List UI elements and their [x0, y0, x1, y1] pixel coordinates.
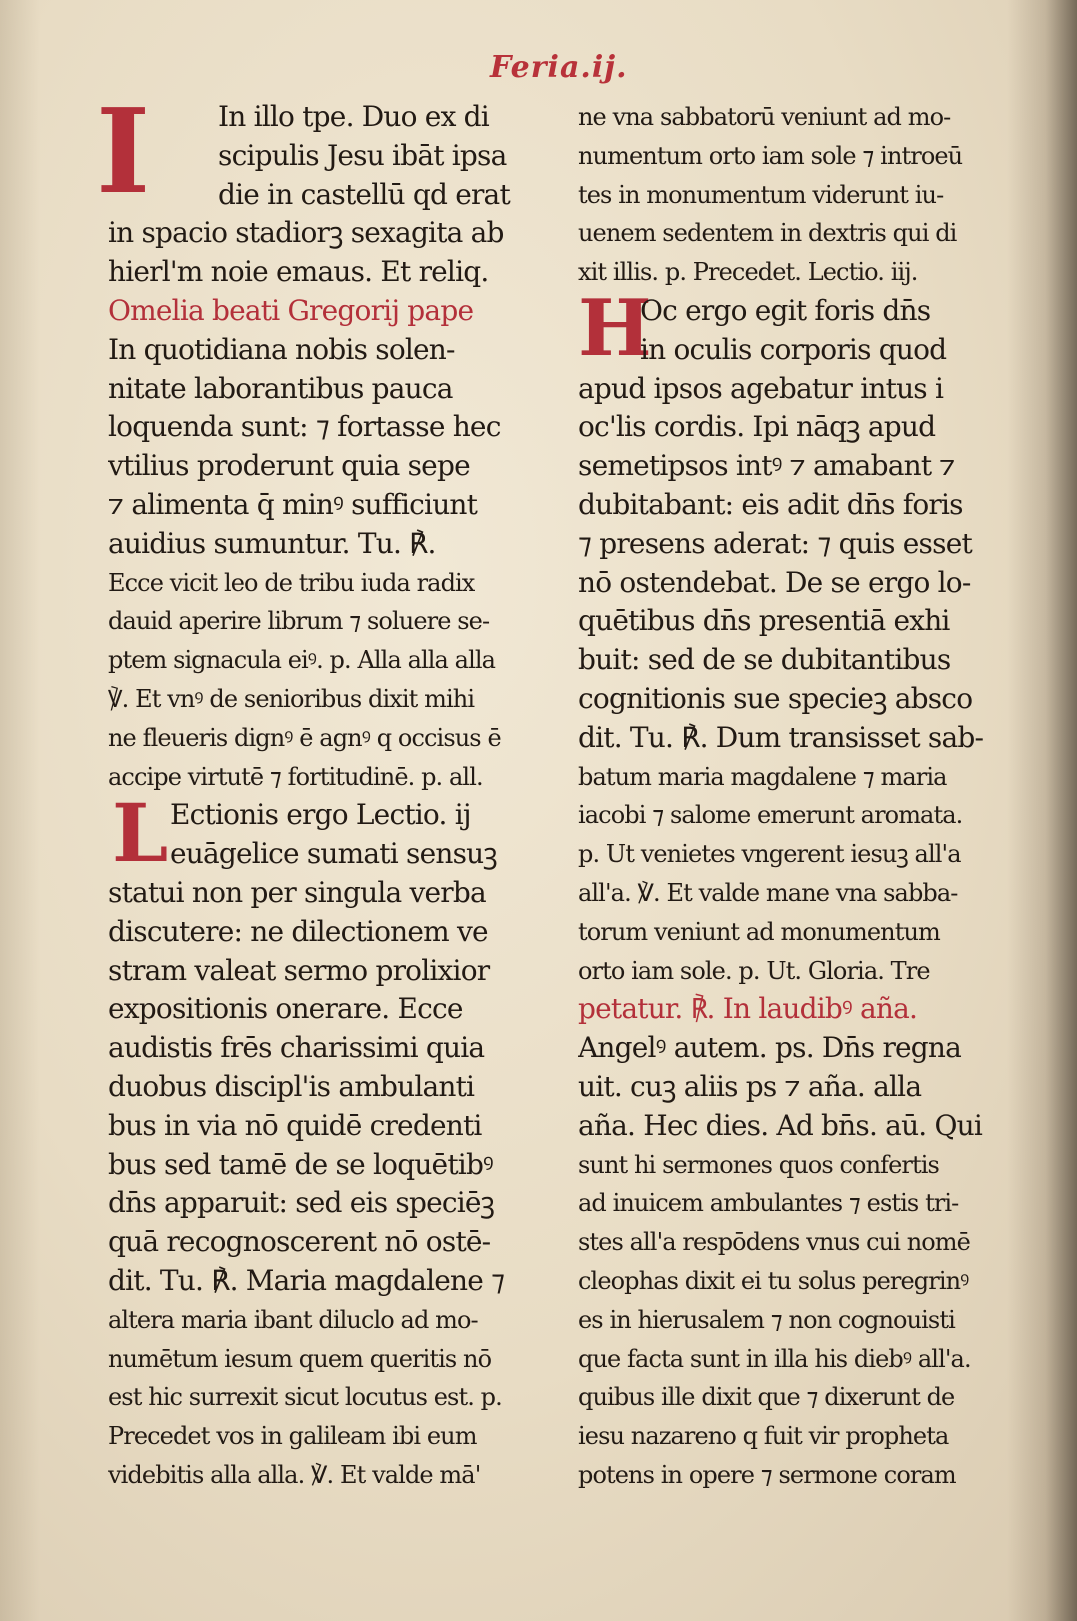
- text-line: stes all'a respōdens vnus cui nomē: [578, 1228, 970, 1257]
- text-line: uenem sedentem in dextris qui di: [578, 219, 957, 248]
- text-line: dn̄s apparuit: sed eis speciēꝫ: [108, 1186, 495, 1220]
- text-line: In quotidiana nobis solen-: [108, 332, 455, 366]
- text-line: apud ipsos agebatur intus i: [578, 371, 944, 405]
- text-line: oc'lis cordis. Ipi nāqꝫ apud: [578, 410, 936, 444]
- drop-initial-l: L: [112, 786, 169, 880]
- rubric-line: petatur. ℟. In laudibꝰ aña.: [578, 992, 918, 1026]
- text-line: accipe virtutē ⁊ fortitudinē. p. all.: [108, 762, 483, 791]
- text-line: p. Ut venietes vngerent iesuꝫ all'a: [578, 840, 961, 869]
- text-line: ℣. Et vnꝰ de senioribus dixit mihi: [108, 684, 475, 713]
- left-text-column: [108, 98, 548, 1495]
- text-line: ad inuicem ambulantes ⁊ estis tri-: [578, 1189, 959, 1218]
- text-line: dit. Tu. ℟. Dum transisset sab-: [578, 720, 984, 754]
- text-line: bus sed tamē de se loquētibꝰ: [108, 1147, 493, 1181]
- text-line: loquenda sunt: ⁊ fortasse hec: [108, 410, 501, 444]
- text-line: aña. Hec dies. Ad bn̄s. aū. Qui: [578, 1108, 983, 1142]
- text-line: dubitabant: eis adit dn̄s foris: [578, 487, 963, 521]
- text-line: nitate laborantibus pauca: [108, 371, 453, 405]
- text-line: que facta sunt in illa his diebꝰ all'a.: [578, 1344, 971, 1373]
- drop-initial-i: I: [96, 84, 151, 220]
- text-line: dauid aperire librum ⁊ soluere se-: [108, 607, 490, 636]
- text-line: quā recognoscerent nō ostē-: [108, 1225, 491, 1259]
- text-line: audistis frēs charissimi quia: [108, 1031, 485, 1065]
- rubric-heading: Omelia beati Gregorij pape: [108, 293, 474, 327]
- text-line: ne fleueris dignꝰ ē agnꝰ q occisus ē: [108, 723, 501, 752]
- text-line: in spacio stadiorꝫ sexagita ab: [108, 216, 504, 250]
- drop-initial-h: H: [578, 283, 652, 374]
- text-line: ⁊ alimenta q̄ minꝰ sufficiunt: [108, 487, 478, 521]
- text-line: in oculis corporis quod: [640, 332, 947, 366]
- text-line: auidius sumuntur. Tu. ℟.: [108, 526, 436, 560]
- text-line: numētum iesum quem queritis nō: [108, 1344, 492, 1373]
- text-line: Angelꝰ autem. ps. Dn̄s regna: [578, 1031, 962, 1065]
- text-line: stram valeat sermo prolixior: [108, 953, 490, 987]
- text-line: es in hierusalem ⁊ non cognouisti: [578, 1305, 955, 1334]
- text-line: cleophas dixit ei tu solus peregrinꝰ: [578, 1266, 969, 1295]
- text-line: statui non per singula verba: [108, 875, 486, 909]
- text-line: ne vna sabbatorū veniunt ad mo-: [578, 103, 951, 131]
- text-line: all'a. ℣. Et valde mane vna sabba-: [578, 878, 958, 907]
- text-line: buit: sed de se dubitantibus: [578, 643, 951, 677]
- text-line: nō ostendebat. De se ergo lo-: [578, 565, 971, 599]
- text-line: est hic surrexit sicut locutus est. p.: [108, 1383, 502, 1412]
- text-line: Precedet vos in galileam ibi eum: [108, 1422, 477, 1451]
- text-line: Oc ergo egit foris dn̄s: [640, 293, 931, 327]
- text-line: vtilius proderunt quia sepe: [108, 449, 470, 483]
- running-header: Feria.ij.: [490, 50, 628, 85]
- text-line: hierl'm noie emaus. Et reliq.: [108, 255, 489, 289]
- text-line: ptem signacula eiꝰ. p. Alla alla alla: [108, 646, 496, 675]
- text-line: numentum orto iam sole ⁊ introeū: [578, 141, 963, 170]
- text-line: semetipsos intꝰ ⁊ amabant ⁊: [578, 449, 955, 483]
- text-line: scipulis Jesu ibāt ipsa: [218, 138, 507, 172]
- text-line: cognitionis sue specieꝫ absco: [578, 681, 973, 715]
- text-line: die in castellū qd erat: [218, 177, 510, 211]
- text-line: Ectionis ergo Lectio. ij: [170, 798, 471, 832]
- text-line: sunt hi sermones quos confertis: [578, 1150, 939, 1179]
- text-line: iesu nazareno q fuit vir propheta: [578, 1422, 949, 1451]
- text-line: discutere: ne dilectionem ve: [108, 914, 488, 948]
- text-line: xit illis. p. Precedet. Lectio. iij.: [578, 258, 918, 287]
- text-line: uit. cuꝫ aliis ps ⁊ aña. alla: [578, 1069, 922, 1103]
- text-line: orto iam sole. p. Ut. Gloria. Tre: [578, 956, 930, 985]
- text-line: iacobi ⁊ salome emerunt aromata.: [578, 801, 963, 830]
- text-line: duobus discipl'is ambulanti: [108, 1069, 475, 1103]
- text-line: euāgelice sumati sensuꝫ: [170, 837, 497, 871]
- text-line: altera maria ibant diluclo ad mo-: [108, 1305, 478, 1334]
- text-line: quētibus dn̄s presentiā exhi: [578, 604, 950, 638]
- text-line: ⁊ presens aderat: ⁊ quis esset: [578, 526, 972, 560]
- text-line: tes in monumentum viderunt iu-: [578, 180, 944, 209]
- text-line: In illo tpe. Duo ex di: [218, 100, 489, 133]
- text-line: expositionis onerare. Ecce: [108, 992, 463, 1026]
- page-left-shadow: [0, 0, 40, 1621]
- text-line: videbitis alla alla. ℣. Et valde mā': [108, 1460, 481, 1489]
- text-line: bus in via nō quidē credenti: [108, 1108, 482, 1142]
- text-line: potens in opere ⁊ sermone coram: [578, 1460, 956, 1489]
- text-line: Ecce vicit leo de tribu iuda radix: [108, 568, 475, 597]
- text-line: torum veniunt ad monumentum: [578, 917, 940, 946]
- text-line: quibus ille dixit que ⁊ dixerunt de: [578, 1383, 955, 1412]
- text-line: dit. Tu. ℟. Maria magdalene ⁊: [108, 1263, 505, 1297]
- right-text-column: [578, 98, 1018, 1495]
- text-line: batum maria magdalene ⁊ maria: [578, 762, 947, 791]
